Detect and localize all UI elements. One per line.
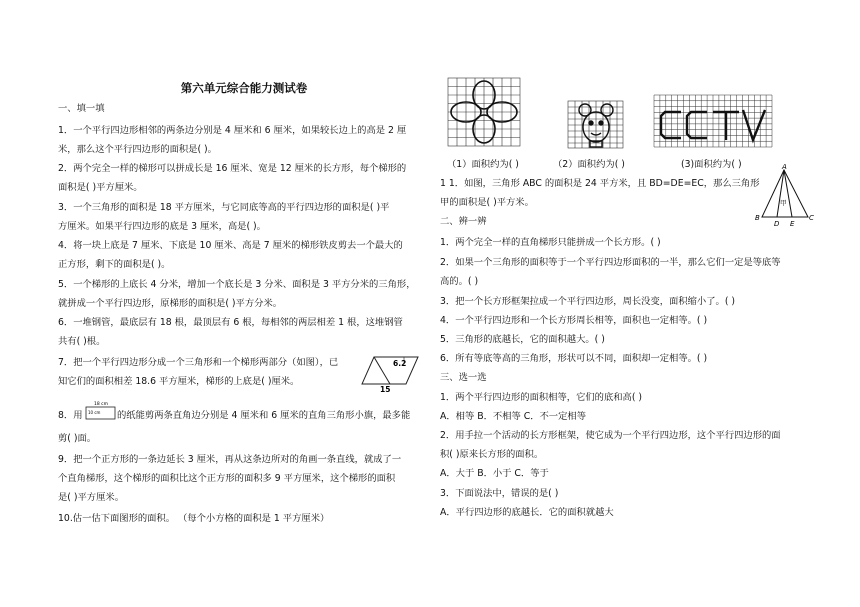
figure-cctv-grid — [653, 94, 775, 150]
q8-paper-width: 18 cm — [94, 402, 109, 407]
caption-figure-2: （2）面积约为( ) — [553, 159, 625, 170]
q8-line1: 的纸能剪两条直角边分别是 4 厘米和 6 厘米的直角三角形小旗，最多能 — [117, 410, 411, 421]
choice-3: 3．下面说法中，错误的是( ) — [440, 488, 559, 499]
choice-1: 1．两个平行四边形的面积相等，它们的底和高( ) — [440, 392, 643, 403]
page-title: 第六单元综合能力测试卷 — [180, 81, 308, 95]
q7-line2: 知它们的面积相差 18.6 平方厘米，梯形的上底是( )厘米。 — [58, 376, 300, 387]
q11-line2: 甲的面积是( )平方米。 — [440, 197, 534, 208]
q9-line2: 个直角梯形，这个梯形的面积比这个正方形的面积多 9 平方厘米，这个梯形的面积 — [58, 473, 396, 484]
q8-line2: 剪( )面。 — [58, 433, 97, 444]
figure-flower-grid — [447, 77, 523, 149]
judge-5: 5．三角形的底越长，它的面积越大。( ) — [440, 334, 605, 345]
section-judge: 二、辨一辨 — [440, 216, 487, 227]
choice-2-line2: 积( )原来长方形的面积。 — [440, 449, 544, 460]
q4-line1: 4．将一块上底是 7 厘米、下底是 10 厘米、高是 7 厘米的梯形铁皮剪去一个最大的 — [58, 240, 403, 251]
judge-4: 4．一个平行四边形和一个长方形周长相等，面积也一定相等。( ) — [440, 315, 708, 326]
q7-label-top: 6.2 — [393, 359, 407, 368]
judge-6: 6．所有等底等高的三角形，形状可以不同，面积却一定相等。( ) — [440, 353, 708, 364]
q5-line2: 就拼成一个平行四边形，原梯形的面积是( )平方分米。 — [58, 298, 283, 309]
q6-line2: 共有( )根。 — [58, 336, 106, 347]
q3-line1: 3．一个三角形的面积是 18 平方厘米，与它同底等高的平行四边形的面积是( )平 — [58, 202, 390, 213]
q2-line2: 面积是( )平方厘米。 — [58, 182, 143, 193]
tri-label-jia: 甲 — [780, 199, 787, 207]
tri-label-b: B — [755, 214, 760, 222]
choice-1-options: A．相等 B．不相等 C．不一定相等 — [440, 411, 586, 422]
choice-2-options: A．大于 B．小于 C．等于 — [440, 468, 549, 479]
q3-line2: 方厘米。如果平行四边形的底是 3 厘米，高是( )。 — [58, 221, 266, 232]
q11-line1: 1 1．如图，三角形 ABC 的面积是 24 平方米，且 BD=DE=EC，那么三角形 — [440, 178, 760, 189]
q7-label-bottom: 15 — [380, 385, 391, 392]
q5-line1: 5．一个梯形的上底长 4 分米，增加一个底长是 3 分米、面积是 3 平方分米的三角形， — [58, 279, 416, 290]
q6-line1: 6．一堆钢管，最底层有 18 根，最顶层有 6 根，每相邻的两层相差 1 根，这堆钢管 — [58, 317, 403, 328]
judge-2-line1: 2．如果一个三角形的面积等于一个平行四边形面积的一半，那么它们一定是等底等 — [440, 257, 781, 268]
caption-figure-3: (3)面积约为( ) — [681, 159, 742, 170]
q8-prefix: 8．用 — [58, 410, 83, 421]
q10-line: 10.估一估下面图形的面积。 （每个小方格的面积是 1 平方厘米） — [58, 513, 330, 524]
tri-label-c: C — [809, 214, 814, 222]
q8-paper-height: 10 cm — [88, 410, 101, 415]
choice-3-option-a: A．平行四边形的底越长．它的面积就越大 — [440, 507, 614, 518]
section-choice: 三、选一选 — [440, 372, 487, 383]
tri-label-e: E — [790, 220, 795, 228]
q2-line1: 2．两个完全一样的梯形可以拼成长是 16 厘米、宽是 12 厘米的长方形，每个梯形的 — [58, 163, 407, 174]
figure-bear-grid — [567, 100, 625, 150]
judge-1: 1．两个完全一样的直角梯形只能拼成一个长方形。( ) — [440, 237, 661, 248]
q9-line1: 9．把一个正方形的一条边延长 3 厘米，再从这条边所对的角画一条直线，就成了一 — [58, 454, 402, 465]
judge-3: 3．把一个长方形框架拉成一个平行四边形，周长没变，面积缩小了。( ) — [440, 296, 736, 307]
tri-label-d: D — [774, 220, 780, 228]
judge-2-line2: 高的。( ) — [440, 276, 479, 287]
q11-triangle-figure — [752, 162, 816, 228]
q8-paper-figure — [85, 398, 117, 422]
q1-line2: 米，那么这个平行四边形的面积是( )。 — [58, 144, 217, 155]
choice-2-line1: 2．用手拉一个活动的长方形框架，使它成为一个平行四边形，这个平行四边形的面 — [440, 430, 781, 441]
q4-line2: 正方形，剩下的面积是( )。 — [58, 259, 171, 270]
q7-line1: 7．把一个平行四边形分成一个三角形和一个梯形两部分（如图），已 — [58, 357, 339, 368]
q7-parallelogram-figure — [360, 352, 422, 392]
q1-line1: 1．一个平行四边形相邻的两条边分别是 4 厘米和 6 厘米，如果较长边上的高是 2 厘 — [58, 125, 407, 136]
tri-label-a: A — [782, 163, 787, 171]
caption-figure-1: （1）面积约为( ) — [447, 159, 519, 170]
q9-line3: 是( )平方厘米。 — [58, 492, 124, 503]
section-fill-blank: 一、填一填 — [58, 103, 105, 114]
